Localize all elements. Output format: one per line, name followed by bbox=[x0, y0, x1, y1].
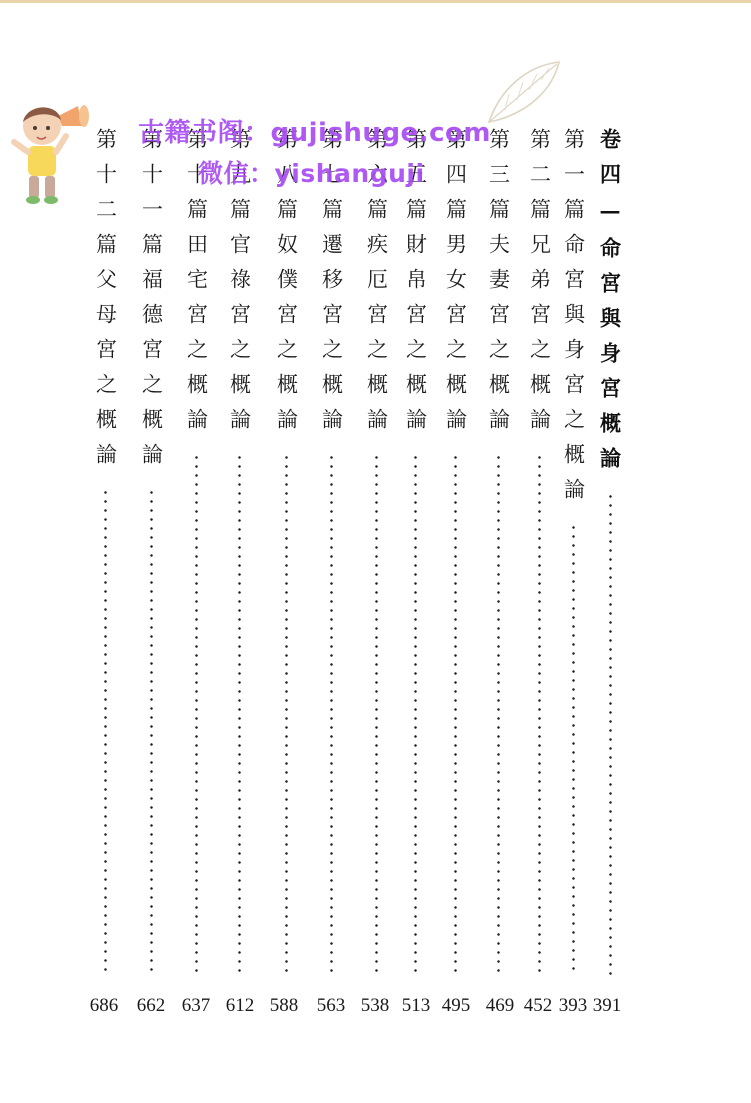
dot-leader bbox=[609, 492, 612, 975]
toc-entry-title: 第四篇男女宮之概論 bbox=[443, 128, 468, 443]
toc-entry-title: 第八篇奴僕宮之概論 bbox=[274, 128, 299, 443]
toc-page-number: 469 bbox=[485, 995, 515, 1016]
toc-page-number: 513 bbox=[401, 995, 431, 1016]
toc-entry bbox=[437, 128, 473, 975]
toc-entry-title: 第一篇命宮與身宮之概論 bbox=[561, 128, 586, 513]
dot-leader bbox=[195, 453, 198, 975]
dot-leader bbox=[375, 453, 378, 975]
toc-page-number: 637 bbox=[181, 995, 211, 1016]
toc-entry-title: 第五篇財帛宮之概論 bbox=[403, 128, 428, 443]
toc-page-number: 391 bbox=[592, 995, 622, 1016]
dot-leader bbox=[538, 453, 541, 975]
toc-entry-title: 第十篇田宅宮之概論 bbox=[184, 128, 209, 443]
toc-page-number: 686 bbox=[89, 995, 119, 1016]
toc-entry-title: 第二篇兄弟宮之概論 bbox=[527, 128, 552, 443]
watermark-mascot-icon bbox=[6, 96, 98, 208]
dot-leader bbox=[238, 453, 241, 975]
toc-entry-title: 第七篇遷移宮之概論 bbox=[319, 128, 344, 443]
leaf-ornament-icon bbox=[483, 58, 563, 126]
watermark-site-text: 古籍书阁：gujishuge.com bbox=[138, 118, 491, 148]
toc-entry bbox=[592, 128, 628, 975]
dot-leader bbox=[150, 488, 153, 975]
toc-entry bbox=[221, 128, 257, 975]
toc-entry-title: 第六篇疾厄宮之概論 bbox=[364, 128, 389, 443]
toc-page-number: 538 bbox=[360, 995, 390, 1016]
toc-entry-title: 第十一篇福德宮之概論 bbox=[139, 128, 164, 478]
toc-entry bbox=[480, 128, 516, 975]
toc-entry bbox=[358, 128, 394, 975]
toc-entry bbox=[555, 128, 591, 975]
dot-leader bbox=[572, 523, 575, 975]
dot-leader bbox=[414, 453, 417, 975]
toc-page-number: 563 bbox=[316, 995, 346, 1016]
toc-page-number: 662 bbox=[136, 995, 166, 1016]
watermark-wechat-text: 微信：yishanguji bbox=[198, 159, 425, 188]
dot-leader bbox=[285, 453, 288, 975]
dot-leader bbox=[330, 453, 333, 975]
page-top-border bbox=[0, 0, 751, 3]
toc-entry-title: 第十二篇父母宮之概論 bbox=[93, 128, 118, 478]
dot-leader bbox=[497, 453, 500, 975]
toc-entry bbox=[268, 128, 304, 975]
toc-page-number: 393 bbox=[558, 995, 588, 1016]
dot-leader bbox=[454, 453, 457, 975]
toc-page-number: 612 bbox=[225, 995, 255, 1016]
toc-page-number: 452 bbox=[523, 995, 553, 1016]
chapter-heading: 卷四—命宮與身宮概論 bbox=[597, 128, 623, 482]
toc-page-number: 588 bbox=[269, 995, 299, 1016]
toc-entry bbox=[87, 128, 123, 975]
toc-entry-title: 第三篇夫妻宮之概論 bbox=[486, 128, 511, 443]
dot-leader bbox=[104, 488, 107, 975]
toc-entry bbox=[521, 128, 557, 975]
toc-page-number: 495 bbox=[441, 995, 471, 1016]
toc-entry bbox=[397, 128, 433, 975]
toc-entry bbox=[133, 128, 169, 975]
toc-entry-title: 第九篇官祿宮之概論 bbox=[227, 128, 252, 443]
toc-entry bbox=[313, 128, 349, 975]
toc-entry bbox=[178, 128, 214, 975]
